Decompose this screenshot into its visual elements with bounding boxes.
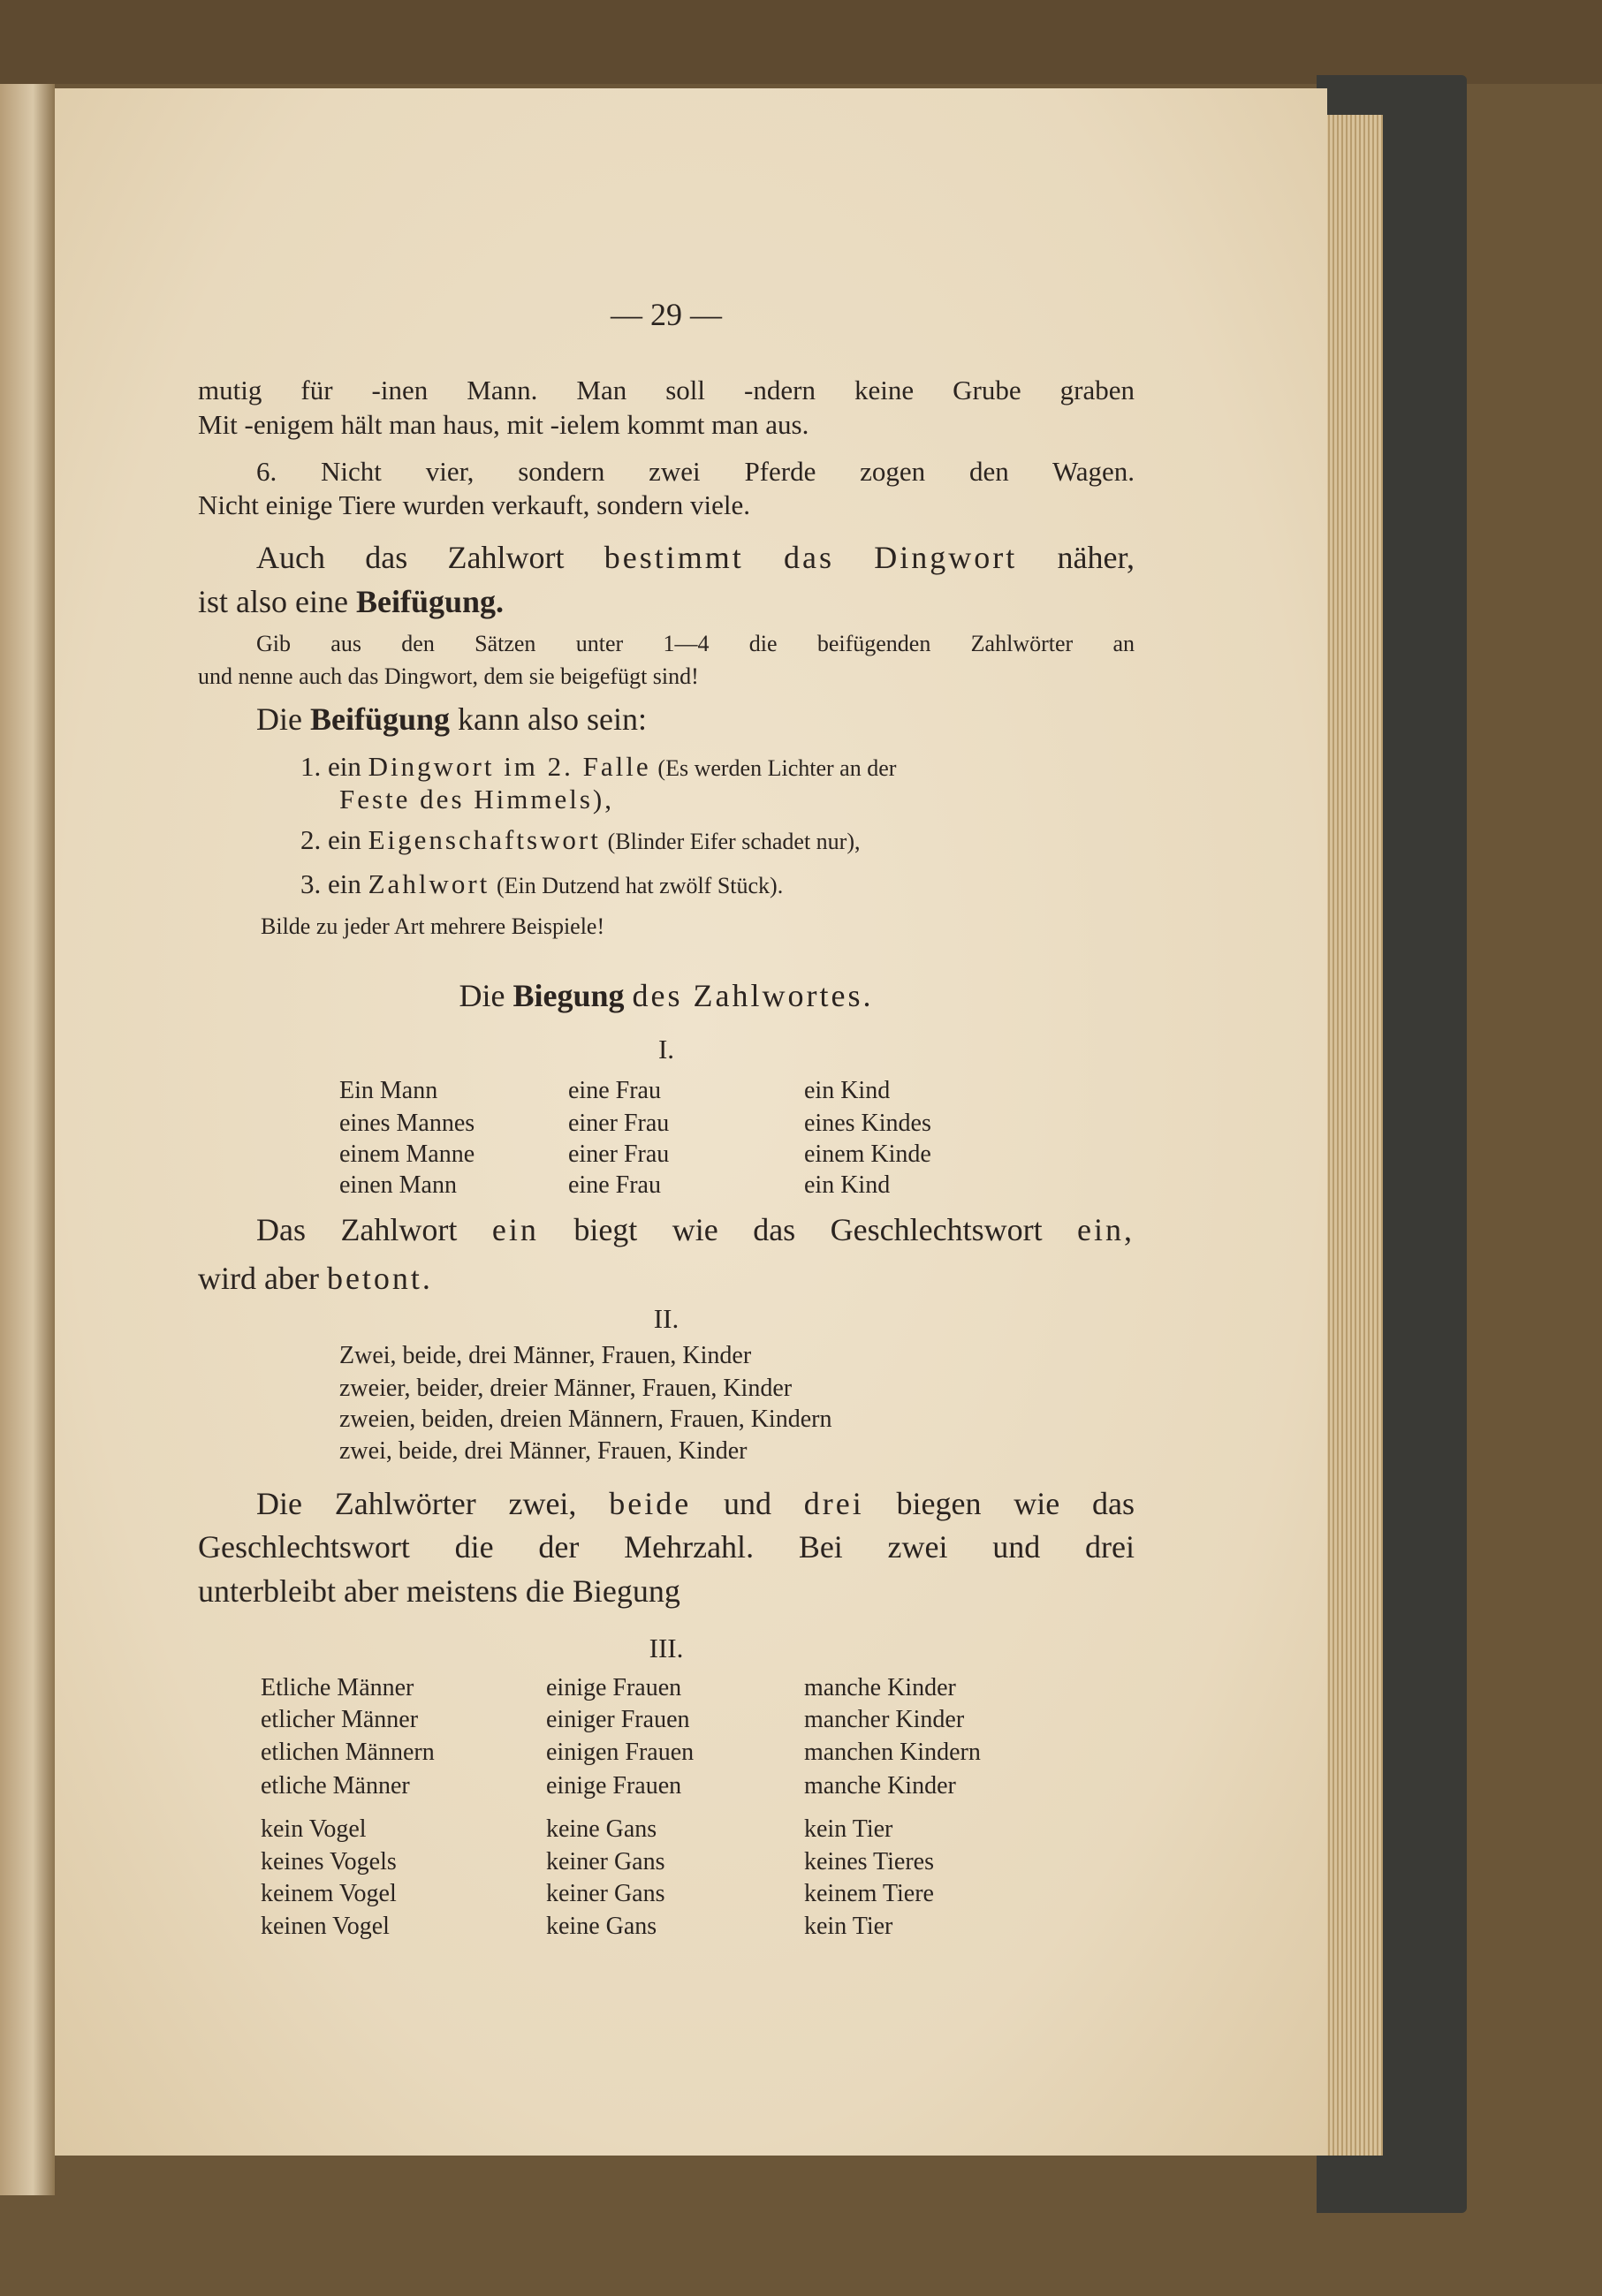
table-cell: manchen Kindern: [804, 1739, 981, 1766]
text-line: 6. Nicht vier, sondern zwei Pferde zogen den Wagen.: [256, 456, 1135, 487]
text: des Zahlwortes.: [632, 978, 874, 1013]
table-cell: kein Tier: [804, 1815, 893, 1843]
text: 1. ein: [300, 751, 361, 782]
table-cell: zweien, beiden, dreien Männern, Frauen, Kindern: [339, 1406, 832, 1433]
text: (Ein Dutzend hat zwölf Stück).: [497, 873, 784, 898]
table-cell: eines Mannes: [339, 1110, 475, 1137]
page-number: — 29 —: [611, 297, 722, 332]
table-cell: einer Frau: [568, 1140, 670, 1168]
table-cell: zwei, beide, drei Männer, Frauen, Kinder: [339, 1437, 748, 1465]
table-cell: keinem Vogel: [261, 1880, 397, 1907]
text: drei: [803, 1486, 864, 1521]
table-cell: keines Vogels: [261, 1848, 397, 1875]
subsection-numeral: III.: [649, 1633, 684, 1663]
text: Zahlwort: [368, 868, 490, 899]
text: kann also sein:: [458, 701, 647, 737]
subsection-numeral: I.: [657, 1034, 675, 1065]
exercise-line: und nenne auch das Dingwort, dem sie beigefügt sind!: [198, 663, 699, 689]
table-cell: Etliche Männer: [261, 1674, 414, 1701]
list-item-cont: Feste des Himmels),: [339, 784, 614, 815]
text: Das Zahlwort: [256, 1212, 458, 1247]
table-cell: mancher Kinder: [804, 1706, 965, 1733]
text: ist also eine: [198, 584, 348, 619]
rule-line: [198, 1259, 1135, 1298]
term: Biegung: [512, 978, 625, 1013]
table-cell: keines Tieres: [804, 1848, 934, 1875]
table-cell: keiner Gans: [546, 1848, 665, 1875]
list-item: [300, 749, 1135, 784]
table-cell: kein Tier: [804, 1913, 893, 1940]
table-cell: einem Manne: [339, 1140, 475, 1168]
subsection-numeral: II.: [653, 1303, 680, 1334]
background: [0, 0, 1602, 84]
text: (Blinder Eifer schadet nur),: [607, 829, 861, 854]
text: 3. ein: [300, 868, 361, 899]
table-cell: keiner Gans: [546, 1880, 665, 1907]
text: und: [723, 1486, 771, 1521]
text: beide: [609, 1486, 692, 1521]
table-cell: einer Frau: [568, 1110, 670, 1137]
table-cell: ein Kind: [804, 1077, 891, 1104]
list-item: [300, 867, 1237, 902]
text: näher,: [1057, 540, 1135, 575]
table-cell: einiger Frauen: [546, 1706, 690, 1733]
section-heading: [198, 976, 1135, 1015]
table-cell: kein Vogel: [261, 1815, 367, 1843]
table-cell: eine Frau: [568, 1077, 661, 1104]
text: 2. ein: [300, 824, 361, 855]
heading-line: [256, 700, 1193, 739]
table-cell: einem Kinde: [804, 1140, 931, 1168]
rule-line: [256, 1210, 1135, 1249]
text: Dingwort im 2. Falle: [368, 751, 651, 782]
rule-line: [256, 1484, 1135, 1523]
exercise-line: Bilde zu jeder Art mehrere Beispiele!: [261, 913, 605, 939]
table-cell: manche Kinder: [804, 1772, 956, 1800]
table-cell: Zwei, beide, drei Männer, Frauen, Kinder: [339, 1342, 752, 1369]
text: betont.: [326, 1261, 433, 1296]
text: ein: [491, 1212, 539, 1247]
table-cell: Ein Mann: [339, 1077, 438, 1104]
text-line: Mit -enigem hält man haus, mit -ielem kommt man aus.: [198, 409, 809, 440]
table-cell: zweier, beider, dreier Männer, Frauen, Kinder: [339, 1375, 793, 1402]
list-item: [300, 822, 1237, 858]
text: Dingwort: [874, 540, 1018, 575]
table-cell: etlicher Männer: [261, 1706, 419, 1733]
text: das: [783, 540, 834, 575]
text: Auch das Zahlwort: [256, 540, 565, 575]
rule-line: [256, 538, 1135, 577]
table-cell: keine Gans: [546, 1815, 657, 1843]
previous-page-edge: [0, 84, 55, 2195]
text: bestimmt: [604, 540, 744, 575]
text-line: mutig für -inen Mann. Man soll -ndern keine Grube graben: [198, 375, 1135, 405]
table-cell: einigen Frauen: [546, 1739, 695, 1766]
text: Die: [256, 701, 302, 737]
table-cell: ein Kind: [804, 1171, 891, 1199]
text-line: Nicht einige Tiere wurden verkauft, sondern viele.: [198, 489, 750, 520]
table-cell: einige Frauen: [546, 1772, 682, 1800]
text: biegt wie das Geschlechtswort: [573, 1212, 1043, 1247]
text: Die Zahlwörter zwei,: [256, 1486, 577, 1521]
rule-line: Geschlechtswort die der Mehrzahl. Bei zwei und drei: [198, 1529, 1135, 1565]
term: Beifügung: [309, 701, 451, 737]
text: Die: [459, 978, 505, 1013]
table-cell: eines Kindes: [804, 1110, 931, 1137]
text: Eigenschaftswort: [368, 824, 601, 855]
table-cell: etliche Männer: [261, 1772, 410, 1800]
exercise-line: Gib aus den Sätzen unter 1—4 die beifügenden Zahlwörter an: [256, 631, 1135, 656]
text: (Es werden Lichter an der: [657, 755, 897, 781]
table-cell: etlichen Männern: [261, 1739, 435, 1766]
table-cell: keine Gans: [546, 1913, 657, 1940]
table-cell: manche Kinder: [804, 1674, 956, 1701]
text: biegen wie das: [896, 1486, 1135, 1521]
table-cell: keinem Tiere: [804, 1880, 934, 1907]
rule-line: [198, 582, 1135, 621]
term: Beifügung.: [355, 584, 505, 619]
table-cell: keinen Vogel: [261, 1913, 390, 1940]
table-cell: eine Frau: [568, 1171, 661, 1199]
page-edges: [1321, 115, 1383, 2156]
table-cell: einige Frauen: [546, 1674, 682, 1701]
text: ein,: [1077, 1212, 1135, 1247]
rule-line: unterbleibt aber meistens die Biegung: [198, 1573, 680, 1609]
table-cell: einen Mann: [339, 1171, 457, 1199]
text: wird aber: [198, 1261, 319, 1296]
